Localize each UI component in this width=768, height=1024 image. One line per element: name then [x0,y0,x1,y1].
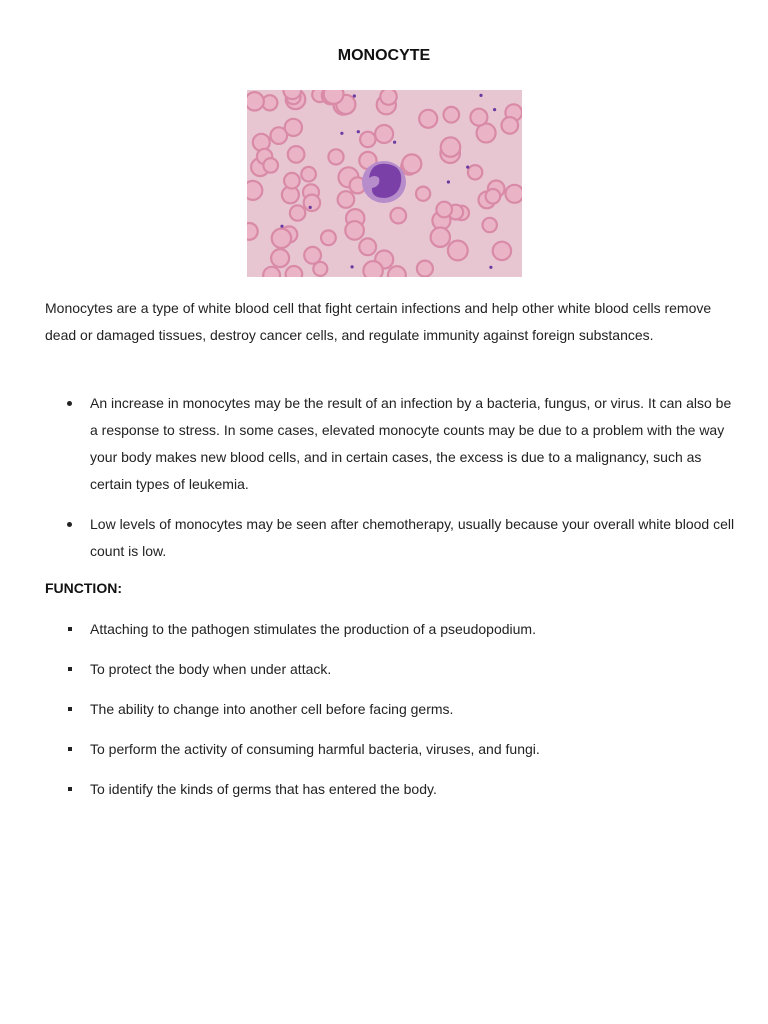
platelet [489,266,492,269]
list-item [45,656,735,683]
red-blood-cell [328,149,343,164]
list-item [45,696,735,723]
platelet [357,130,360,133]
red-blood-cell [502,117,519,134]
red-blood-cell [290,205,305,220]
intro-paragraph: Monocytes are a type of white blood cell that fight certain infections and help other white blood cells remove dead or damaged tissues, destroy cancer cells, and regulate immunity against foreign substances. [45,300,712,343]
red-blood-cell [359,238,376,255]
red-blood-cell [247,223,258,240]
square-bullet-icon [68,787,72,791]
function-heading: FUNCTION: [45,580,122,596]
bullet-text: An increase in monocytes may be the result of an infection by a bacteria, fungus, or virus. It can also be a response to stress. In some cases, elevated monocyte counts may be due to a problem with the way your body makes new blood cells, and in certain cases, the excess is due to a malignancy, such as certain types of leukemia. [90,395,732,492]
platelet [351,265,354,268]
bullet-dot-icon [67,522,72,527]
platelet [447,180,450,183]
platelet [309,206,312,209]
red-blood-cell [436,202,452,218]
red-blood-cell [286,266,303,277]
red-blood-cell [493,242,511,260]
list-item [45,776,735,803]
red-blood-cell [402,154,421,173]
red-blood-cell [360,132,375,147]
red-blood-cell [375,125,393,143]
platelet [393,141,396,144]
red-blood-cell [444,107,460,123]
red-blood-cell [431,228,450,247]
red-blood-cell [483,218,497,232]
red-blood-cell [324,90,344,104]
function-text: To identify the kinds of germs that has entered the body. [90,781,437,797]
platelet [466,166,469,169]
red-blood-cell [304,195,320,211]
red-blood-cell [263,158,278,173]
red-blood-cell [506,185,523,203]
square-bullet-icon [68,707,72,711]
list-item [45,616,735,643]
red-blood-cell [301,167,316,182]
red-blood-cell [313,262,327,276]
red-blood-cell [388,266,406,277]
red-blood-cell [283,90,301,99]
red-blood-cell [284,173,300,189]
red-blood-cell [417,261,433,277]
function-text: To protect the body when under attack. [90,661,332,677]
function-list [45,616,735,816]
bullet-list [45,390,735,578]
blood-smear-image [247,90,522,277]
red-blood-cell [247,92,264,110]
red-blood-cell [263,267,280,277]
square-bullet-icon [68,667,72,671]
list-item [45,511,735,565]
square-bullet-icon [68,627,72,631]
red-blood-cell [338,191,355,208]
platelet [280,225,283,228]
bullet-dot-icon [67,401,72,406]
red-blood-cell [470,109,487,126]
red-blood-cell [285,119,302,136]
list-item [45,736,735,763]
red-blood-cell [380,90,396,105]
red-blood-cell [416,187,430,201]
list-item [45,390,735,498]
square-bullet-icon [68,747,72,751]
red-blood-cell [288,146,305,163]
red-blood-cell [486,189,501,204]
platelet [493,108,496,111]
red-blood-cell [345,221,364,240]
function-text: Attaching to the pathogen stimulates the production of a pseudopodium. [90,621,536,637]
red-blood-cell [441,137,460,156]
red-blood-cell [247,181,262,200]
function-text: The ability to change into another cell before facing germs. [90,701,454,717]
red-blood-cell [419,110,437,128]
platelet [479,94,482,97]
red-blood-cell [363,261,382,277]
red-blood-cell [468,165,482,179]
platelet [353,94,356,97]
bullet-text: Low levels of monocytes may be seen after chemotherapy, usually because your overall white blood cell count is low. [90,516,735,559]
red-blood-cell [321,230,336,245]
page-title: MONOCYTE [337,47,431,64]
platelet [340,132,343,135]
red-blood-cell [271,249,289,267]
red-blood-cell [391,208,407,224]
red-blood-cell [272,229,291,248]
red-blood-cell [448,241,468,261]
function-text: To perform the activity of consuming harmful bacteria, viruses, and fungi. [90,741,540,757]
